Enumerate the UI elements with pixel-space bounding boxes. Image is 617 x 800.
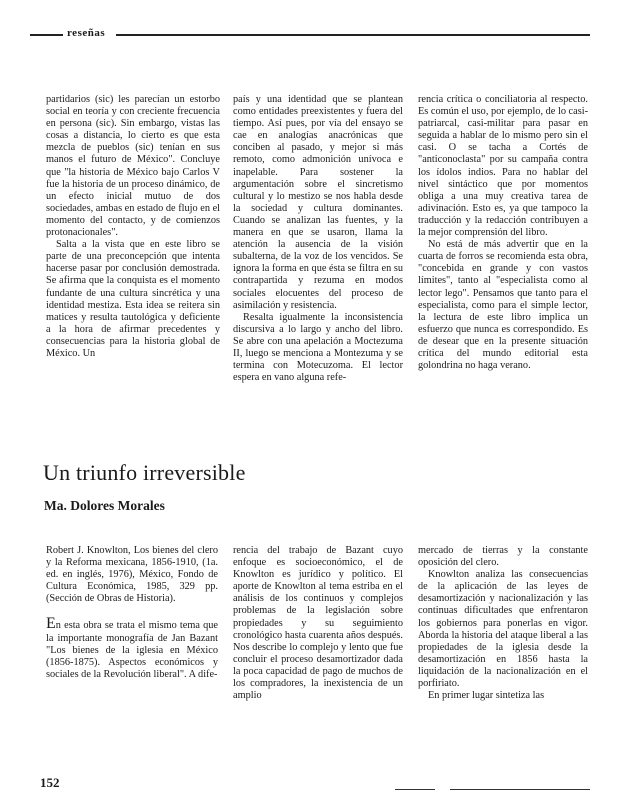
review1-column-3	[418, 94, 588, 372]
paragraph: No está de más advertir que en la cuarta de forros se recomienda esta obra, "concebida en grande y con vastos límites", tanto al "especialista como al lector lego". Pensamos que tanto para el especialista, como para el simple lector, la lectura de este libro implica un esfuerzo que nunca es correspondido. Es de desear que en la presente situación crítica del mundo editorial esta golondrina no haga verano.	[418, 239, 588, 372]
footer-rule	[450, 789, 590, 790]
review1-column-1	[46, 94, 220, 360]
paragraph: mercado de tierras y la constante oposición del clero.	[418, 545, 588, 569]
page-number: 152	[40, 775, 60, 790]
review-author: Ma. Dolores Morales	[44, 498, 165, 513]
paragraph: rencia del trabajo de Bazant cuyo enfoque es socioeconómico, el de Knowlton es jurídico y político. El aporte de Knowlton al tema estriba en el análisis de los continuos y complejos problemas de la legislación sobre propiedades y su seguimiento cronológico hasta cuarenta años después. Nos describe lo complejo y lento que fue concluir el proceso desamortizador dada la poca capacidad de pago de muchos de los compradores, la inexistencia de un amplio	[233, 545, 403, 702]
header-rule-right	[116, 34, 590, 36]
drop-cap: E	[46, 615, 56, 633]
paragraph: Salta a la vista que en este libro se parte de una preconcepción que intenta hacerse pasar por conclusión demostrada. Se afirma que la conquista es el momento fundante de una cultura sincrética y una identidad mestiza. Esta idea se reitera sin matices y resulta tautológica y deficiente a la hora de afirmar precedentes y consecuencias para la historia global de México. Un	[46, 239, 220, 359]
opening-paragraph	[46, 615, 218, 680]
running-header	[30, 27, 590, 41]
paragraph-text: n esta obra se trata el mismo tema que la importante monografía de Jan Bazant "Los bienes de la iglesia en México (1856-1875). Aspectos económicos y sociales de la Revolución liberal". A dife-	[46, 620, 218, 680]
paragraph: En primer lugar sintetiza las	[428, 690, 545, 702]
footer-rule	[395, 789, 435, 790]
book-reference: Robert J. Knowlton, Los bienes del clero y la Reforma mexicana, 1856-1910, (1a. ed. en inglés, 1976), México, Fondo de Cultura Económica, 1985, 329 pp. (Sección de Obras de Historia).	[46, 545, 218, 605]
header-rule-left	[30, 34, 63, 36]
review2-column-1	[46, 545, 218, 681]
section-label: reseñas	[67, 27, 106, 39]
paragraph: Knowlton analiza las consecuencias de la aplicación de las leyes de desamortización y nacionalización y las continuas dificultades que enfrentaron los gobiernos para ponerlas en vigor. Aborda la historia del ataque liberal a las propiedades de la iglesia desde la desamortización en 1856 hasta la liquidación de la nacionalización en el porfiriato.	[418, 569, 588, 690]
review1-column-2	[233, 94, 403, 384]
paragraph: país y una identidad que se plantean como entidades preexistentes y fuera del tiempo. Así pues, por vía del ensayo se cae en analogías anacrónicas que conciben al pasado, y mejor si más remoto, como admonición unívoca e inapelable. Para sostener la argumentación sobre el sincretismo cultural y lo mestizo se nos habla desde la sociedad y cultura dominantes. Cuando se analizan las fuentes, y la manera en que se usaron, llama la atención la ausencia de la visión subalterna, de la voz de los vencidos. Se ignora la forma en que ésta se filtra en su contrapartida y rezuma en modos sociales elocuentes del proceso de asimilación y resistencia.	[233, 94, 403, 311]
review2-column-2	[233, 545, 403, 702]
paragraph: partidarios (sic) les parecían un estorbo social en teoría y con creciente frecuencia en persona (sic). Sin embargo, vistas las cosas a distancia, lo cierto es que esta mezcla de pueblos (sic) tenían en sus manos el futuro de México". Concluye que "la historia de México bajo Carlos V fue la historia de un proceso dinámico, de un efecto inicial mutuo de dos sociedades, ambas en estado de flujo en el momento del contacto, y de comienzos protonacionales".	[46, 94, 220, 239]
review2-column-3	[418, 545, 588, 702]
paragraph: Resalta igualmente la inconsistencia discursiva a lo largo y ancho del libro. Se abre con una apelación a Moctezuma II, luego se menciona a Montezuma y se termina con Motecuzoma. El lector espera en vano alguna refe-	[233, 311, 403, 384]
paragraph: rencia crítica o conciliatoria al respecto. Es común el uso, por ejemplo, de lo casi-patriarcal, casi-militar para pasar en seguida a hablar de lo mismo pero sin el casi. O se tacha a Cortés de "anticonoclasta" por su campaña contra los ídolos indios. Para no hablar del nivel sintáctico que por momentos obliga a una muy creativa tarea de adivinación. Esto es, ya que tampoco la traducción y la redacción contribuyen a la mejor comprensión del libro.	[418, 94, 588, 239]
review-title: Un triunfo irreversible	[43, 460, 246, 485]
